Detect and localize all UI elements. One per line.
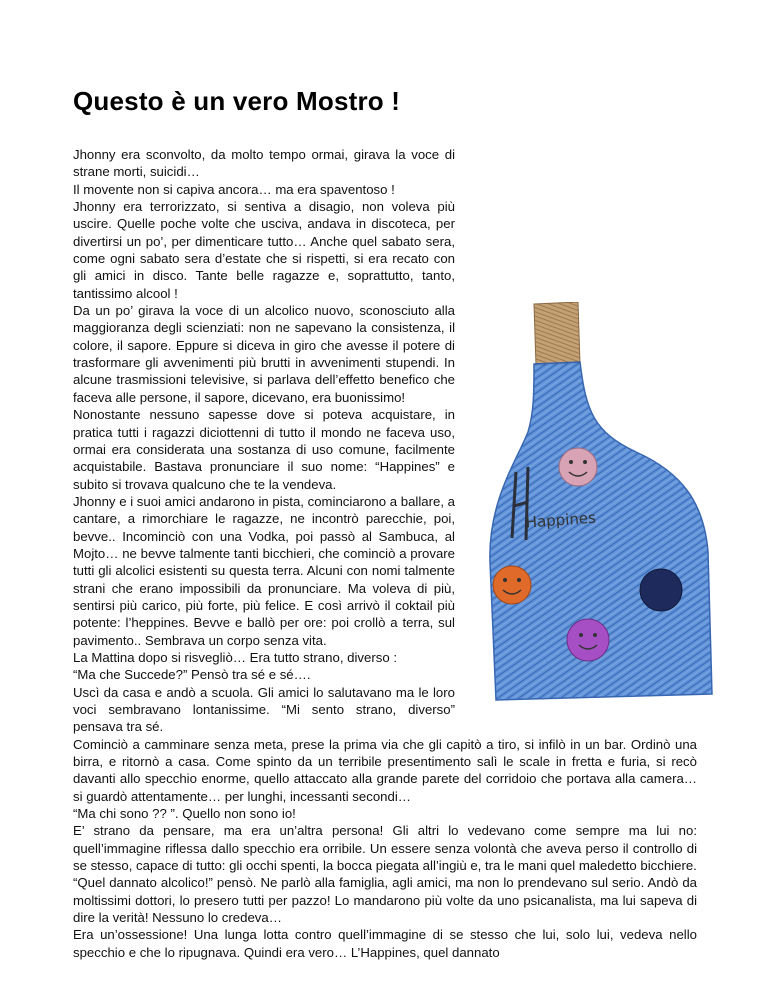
page-title: Questo è un vero Mostro !	[73, 86, 401, 116]
bottle-drawing	[476, 302, 716, 702]
paragraph: Era un’ossessione! Una lunga lotta contro quell’immagine di se stesso che lui, solo lui, vedeva nello specchio e che lo ripugnava. Quindi era vero… L’Happines, quel dannato	[73, 927, 697, 960]
paragraph: “Quel dannato alcolico!” pensò. Ne parlò alla famiglia, agli amici, ma non lo prendevano sul serio. Andò da moltissimi dottori, lo presero tutti per pazzo! Lo mandarono più volte da uno psicanalista, ma lui sapeva di dire la verità! Nessuno lo credeva…	[73, 875, 697, 926]
paragraph: Da un po’ girava la voce di un alcolico nuovo, sconosciuto alla maggioranza degli scienziati: non ne sapevano la consistenza, il colore, il sapore. Eppure si diceva in giro che avesse il potere di trasformare gli avvenimenti più brutti in avvenimenti stupendi. In alcune trasmissioni televisive, si parlava dell’effetto benefico che faceva alle persone, il sapore, dicevano, era buonissimo!	[73, 303, 455, 405]
smiley-face-purple	[567, 619, 609, 661]
paragraph: Jhonny e i suoi amici andarono in pista, cominciarono a ballare, a cantare, a rimorchiare le ragazze, ne incontrò parecchie, poi, bevve.. Incominciò con una Vodka, poi passò al Sambuca, al Mojto… ne bevve talmente tanti bicchieri, che cominciò a provare tutti gli alcolici esistenti su questa terra. Alcuni con nomi talmente strani che erano impossibili da pronunciare. Ma voleva di più, sentirsi più carico, più forte, più felice. E così arrivò il coktail più potente: l’heppines. Bevve e ballò per ore: poi crollò a terra, sul pavimento.. Sembrava un corpo senza vita.	[73, 493, 455, 648]
paragraph: La Mattina dopo si risvegliò… Era tutto strano, diverso :	[73, 649, 397, 665]
paragraph: Nonostante nessuno sapesse dove si poteva acquistare, in pratica tutti i ragazzi diciottenni di tutto il mondo ne faceva uso, ormai era considerata una sostanza di uso comune, facilmente acquistabile. Bastava pronunciare il suo nome: “Happines” e subito si trovava qualcuno che te la vendeva.	[73, 407, 455, 492]
paragraph: Jhonny era sconvolto, da molto tempo ormai, girava la voce di strane morti, suicidi…	[73, 147, 455, 180]
paragraph: Jhonny era terrorizzato, si sentiva a disagio, non voleva più uscire. Quelle poche volte che usciva, andava in discoteca, per divertirsi un po’, per dimenticare tutto… Anche quel sabato sera, come ogni sabato sera d’estate che si rispetti, si era recato con gli amici in disco. Tante belle ragazze e, soprattutto, tanto, tantissimo alcool !	[73, 199, 455, 301]
bottle-cork	[534, 302, 580, 366]
smiley-face-navy	[640, 569, 682, 611]
paragraph: E’ strano da pensare, ma era un’altra persona! Gli altri lo vedevano come sempre ma lui no: quell’immagine riflessa dallo specchio era orribile. Un essere senza volontà che aveva perso il controllo di se stesso, capace di tutto: gli occhi spenti, la bocca piegata all’ingiù e, tra le mani quel maledetto bicchiere.	[73, 823, 697, 874]
paragraph: Uscì da casa e andò a scuola. Gli amici lo salutavano ma le loro voci sembravano lontanissime. “Mi sento strano, diverso” pensava tra sé.	[73, 684, 455, 735]
bottle-label: Happines	[525, 508, 597, 532]
smiley-face-orange	[493, 566, 531, 604]
paragraph: “Ma che Succede?” Pensò tra sé e sé….	[73, 667, 311, 683]
paragraph: Il movente non si capiva ancora… ma era spaventoso !	[73, 181, 395, 197]
paragraph: “Ma chi sono ?? ”. Quello non sono io!	[73, 806, 296, 822]
paragraph: Cominciò a camminare senza meta, prese la prima via che gli capitò a tiro, si infilò in un bar. Ordinò una birra, e ritornò a casa. Come spinto da un terribile presentimento salì le scale in fretta e furia, si recò davanti allo specchio enorme, quello attaccato alla grande parete del corridoio che portava alla camera… si guardò attentamente… per lunghi, incessanti secondi…	[73, 736, 697, 804]
smiley-face-pink	[559, 448, 597, 486]
